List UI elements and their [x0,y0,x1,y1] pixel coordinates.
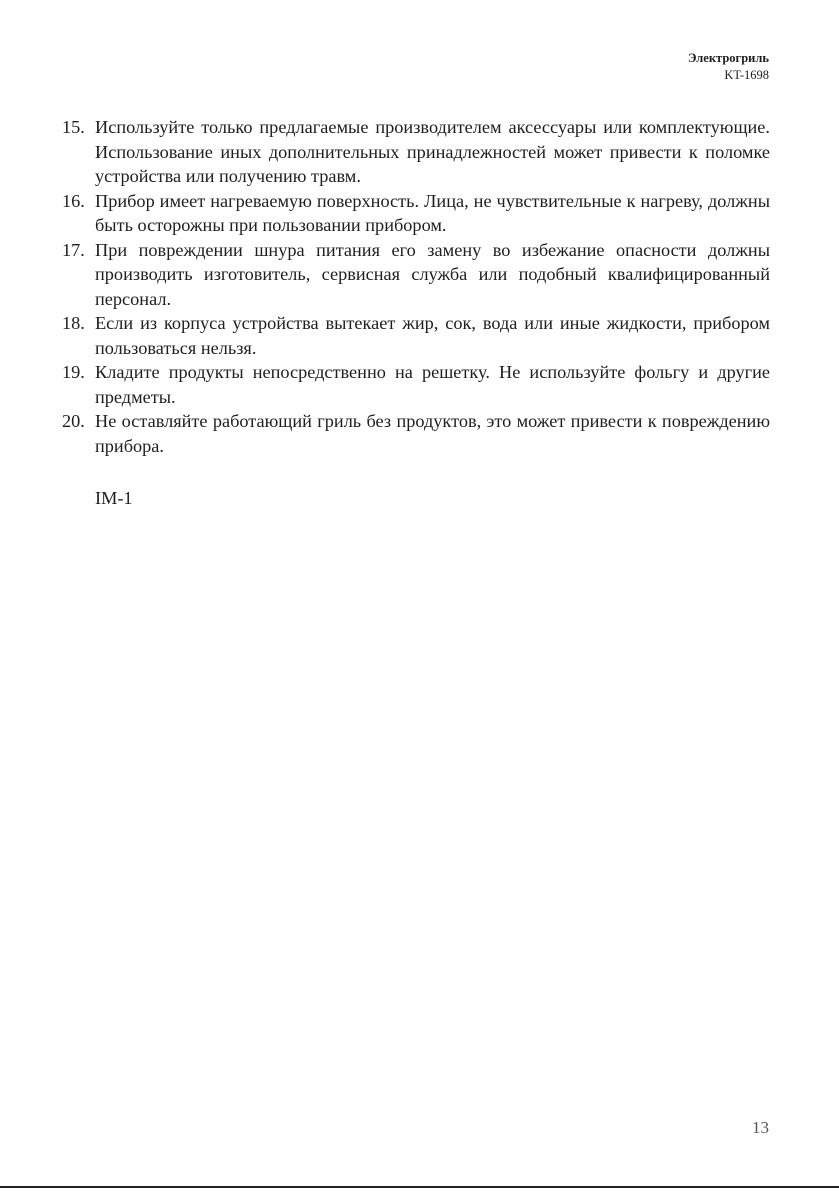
list-item-number: 15. [62,117,85,137]
list-item-text: Кладите продукты непосредственно на решетку. Не используйте фольгу и другие предметы. [95,362,770,407]
bottom-divider [0,1186,839,1188]
list-item-text: Не оставляйте работающий гриль без продуктов, это может привести к повреждению прибора. [95,411,770,456]
list-item [62,238,770,312]
list-item-text: Если из корпуса устройства вытекает жир, сок, вода или иные жидкости, прибором пользоваться нельзя. [95,313,770,358]
safety-instructions-list [62,115,770,458]
list-item [62,115,770,189]
list-item [62,409,770,458]
list-item-number: 16. [62,190,85,211]
header-product-name: Электрогриль [687,51,769,65]
document-code: IM-1 [95,488,133,508]
list-item-number: 20. [62,411,85,431]
list-item-text: При повреждении шнура питания его замену во избежание опасности должны производить изготовитель, сервисная служба или подобный квалифицированный персонал. [95,239,770,309]
list-item-number: 19. [62,362,85,382]
list-item [62,311,770,360]
list-item-text: Используйте только предлагаемые производителем аксессуары или комплектующие. Использование иных дополнительных принадлежностей может привести к поломке устройства или получению травм. [95,117,770,186]
page-number: 13 [752,1118,769,1137]
list-item-number: 18. [62,313,85,333]
header-model-number: KT-1698 [724,68,769,82]
list-item-number: 17. [62,239,85,260]
list-item-text: Прибор имеет нагреваемую поверхность. Лица, не чувствительные к нагреву, должны быть осторожны при пользовании прибором. [95,190,770,235]
list-item [62,360,770,409]
list-item [62,189,770,238]
page-header [688,50,769,84]
